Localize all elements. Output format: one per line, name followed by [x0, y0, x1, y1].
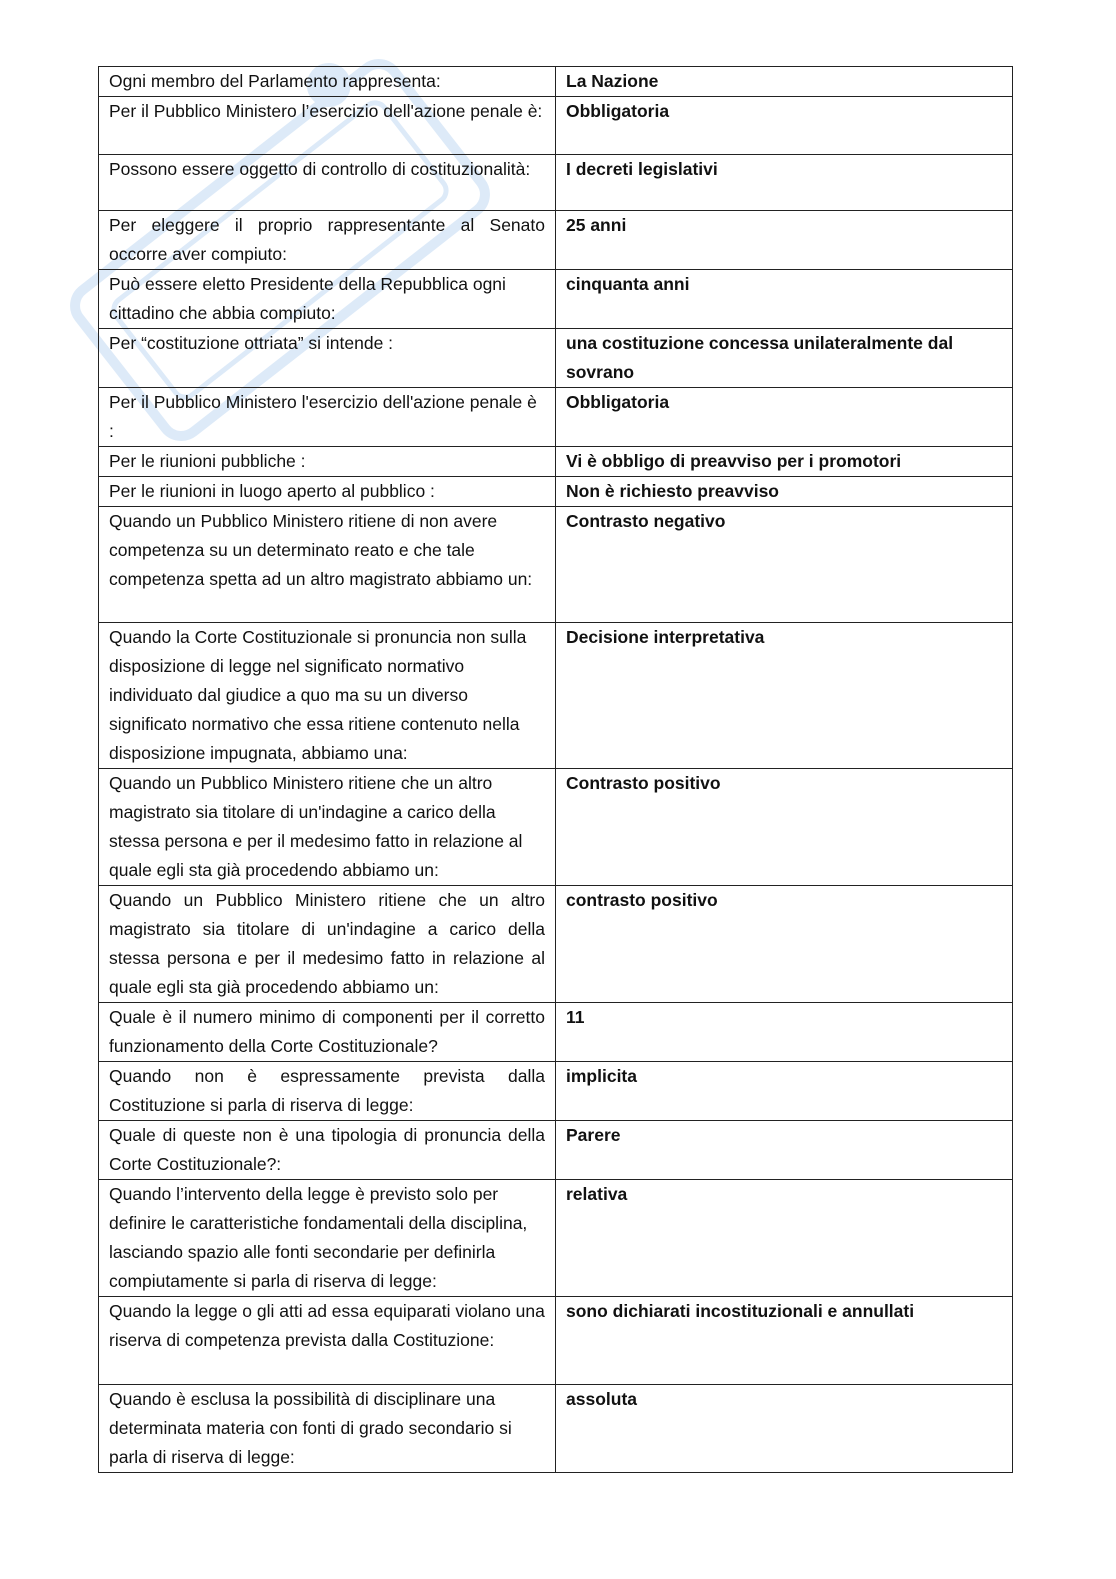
answer-cell: Obbligatoria	[556, 97, 1013, 155]
table-row	[99, 388, 1013, 447]
answer-cell: sono dichiarati incostituzionali e annullati	[556, 1297, 1013, 1385]
table-row	[99, 97, 1013, 155]
answer-cell: La Nazione	[556, 67, 1013, 97]
table-row	[99, 623, 1013, 769]
question-cell: Quando l’intervento della legge è previsto solo per definire le caratteristiche fondamentali della disciplina, lasciando spazio alle fonti secondarie per definirla compiutamente si parla di riserva di legge:	[99, 1180, 556, 1297]
answer-cell: 11	[556, 1003, 1013, 1062]
question-cell: Quando un Pubblico Ministero ritiene che un altro magistrato sia titolare di un'indagine a carico della stessa persona e per il medesimo fatto in relazione al quale egli sta già procedendo abbiamo un:	[99, 886, 556, 1003]
answer-cell: una costituzione concessa unilateralmente dal sovrano	[556, 329, 1013, 388]
question-cell: Per le riunioni pubbliche :	[99, 447, 556, 477]
answer-cell: Decisione interpretativa	[556, 623, 1013, 769]
table-row	[99, 1297, 1013, 1385]
table-row	[99, 155, 1013, 211]
table-row	[99, 886, 1013, 1003]
answer-cell: I decreti legislativi	[556, 155, 1013, 211]
table-row	[99, 1121, 1013, 1180]
question-cell: Per le riunioni in luogo aperto al pubblico :	[99, 477, 556, 507]
question-cell: Possono essere oggetto di controllo di costituzionalità:	[99, 155, 556, 211]
question-cell: Quando un Pubblico Ministero ritiene che un altro magistrato sia titolare di un'indagine a carico della stessa persona e per il medesimo fatto in relazione al quale egli sta già procedendo abbiamo un:	[99, 769, 556, 886]
question-cell: Per “costituzione ottriata” si intende :	[99, 329, 556, 388]
question-cell: Quando la legge o gli atti ad essa equiparati violano una riserva di competenza prevista dalla Costituzione:	[99, 1297, 556, 1385]
table-row	[99, 1062, 1013, 1121]
table-row	[99, 769, 1013, 886]
answer-cell: Vi è obbligo di preavviso per i promotori	[556, 447, 1013, 477]
question-cell: Quando un Pubblico Ministero ritiene di non avere competenza su un determinato reato e che tale competenza spetta ad un altro magistrato abbiamo un:	[99, 507, 556, 623]
table-row	[99, 270, 1013, 329]
answer-cell: Obbligatoria	[556, 388, 1013, 447]
question-cell: Quando non è espressamente prevista dalla Costituzione si parla di riserva di legge:	[99, 1062, 556, 1121]
table-row	[99, 67, 1013, 97]
question-cell: Per il Pubblico Ministero l'esercizio dell'azione penale è :	[99, 388, 556, 447]
question-cell: Quale di queste non è una tipologia di pronuncia della Corte Costituzionale?:	[99, 1121, 556, 1180]
answer-cell: Contrasto positivo	[556, 769, 1013, 886]
table-row	[99, 211, 1013, 270]
question-cell: Per il Pubblico Ministero l’esercizio dell'azione penale è:	[99, 97, 556, 155]
question-cell: Può essere eletto Presidente della Repubblica ogni cittadino che abbia compiuto:	[99, 270, 556, 329]
table-row	[99, 329, 1013, 388]
table-row	[99, 1180, 1013, 1297]
answer-cell: assoluta	[556, 1385, 1013, 1473]
table-row	[99, 447, 1013, 477]
question-cell: Quale è il numero minimo di componenti per il corretto funzionamento della Corte Costituzionale?	[99, 1003, 556, 1062]
question-cell: Quando è esclusa la possibilità di disciplinare una determinata materia con fonti di grado secondario si parla di riserva di legge:	[99, 1385, 556, 1473]
answer-cell: 25 anni	[556, 211, 1013, 270]
table-row	[99, 1385, 1013, 1473]
question-cell: Per eleggere il proprio rappresentante al Senato occorre aver compiuto:	[99, 211, 556, 270]
answer-cell: Parere	[556, 1121, 1013, 1180]
table-row	[99, 477, 1013, 507]
answer-cell: cinquanta anni	[556, 270, 1013, 329]
answer-cell: implicita	[556, 1062, 1013, 1121]
question-cell: Ogni membro del Parlamento rappresenta:	[99, 67, 556, 97]
qa-table	[98, 66, 1013, 1473]
answer-cell: relativa	[556, 1180, 1013, 1297]
table-row	[99, 1003, 1013, 1062]
answer-cell: contrasto positivo	[556, 886, 1013, 1003]
answer-cell: Non è richiesto preavviso	[556, 477, 1013, 507]
question-cell: Quando la Corte Costituzionale si pronuncia non sulla disposizione di legge nel significato normativo individuato dal giudice a quo ma su un diverso significato normativo che essa ritiene contenuto nella disposizione impugnata, abbiamo una:	[99, 623, 556, 769]
table-row	[99, 507, 1013, 623]
answer-cell: Contrasto negativo	[556, 507, 1013, 623]
